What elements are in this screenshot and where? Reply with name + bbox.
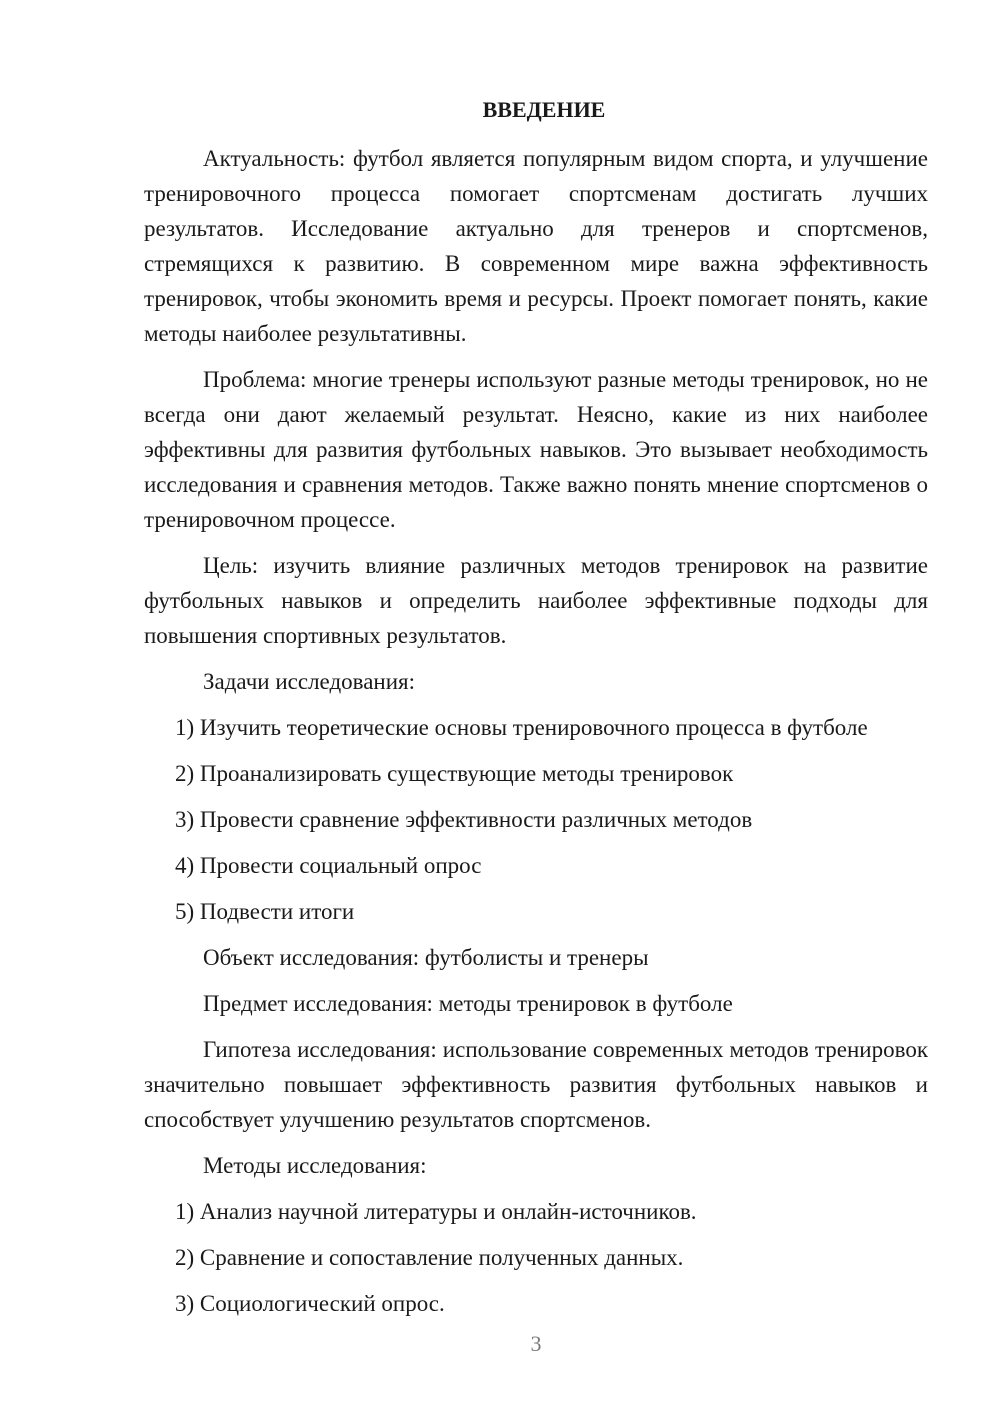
problem-paragraph: Проблема: многие тренеры используют разные методы тренировок, но не всегда они дают желаемый результат. Неясно, какие из них наиболее эффективны для развития футбольных навыков. Это вызывает необходимость исследования и сравнения методов. Также важно понять мнение спортсменов о тренировочном процессе. <box>144 367 928 532</box>
hypothesis-paragraph: Гипотеза исследования: использование современных методов тренировок значительно повышает эффективность развития футбольных навыков и способствует улучшению результатов спортсменов. <box>144 1037 928 1132</box>
relevance-paragraph: Актуальность: футбол является популярным видом спорта, и улучшение тренировочного процесса помогает спортсменам достигать лучших результатов. Исследование актуально для тренеров и спортсменов, стремящихся к развитию. В современном мире важна эффективность тренировок, чтобы экономить время и ресурсы. Проект помогает понять, какие методы наиболее результативны. <box>144 146 928 346</box>
methods-list <box>144 1194 928 1321</box>
research-object: Объект исследования: футболисты и тренеры <box>203 945 649 970</box>
list-item: 2) Проанализировать существующие методы тренировок <box>175 761 734 786</box>
methods-title: Методы исследования: <box>203 1153 427 1178</box>
page-title: ВВЕДЕНИЕ <box>482 97 606 122</box>
list-item: 4) Провести социальный опрос <box>175 853 482 878</box>
list-item: 3) Провести сравнение эффективности различных методов <box>175 807 753 832</box>
goal-paragraph: Цель: изучить влияние различных методов тренировок на развитие футбольных навыков и определить наиболее эффективные подходы для повышения спортивных результатов. <box>144 553 928 648</box>
page-body <box>144 94 928 1332</box>
tasks-list <box>144 710 928 929</box>
research-subject: Предмет исследования: методы тренировок в футболе <box>203 991 733 1016</box>
page-number: 3 <box>530 1331 542 1356</box>
list-item: 3) Социологический опрос. <box>175 1291 445 1316</box>
list-item: 1) Анализ научной литературы и онлайн-источников. <box>175 1199 697 1224</box>
tasks-title: Задачи исследования: <box>203 669 416 694</box>
list-item: 1) Изучить теоретические основы тренировочного процесса в футболе <box>175 715 868 740</box>
list-item: 2) Сравнение и сопоставление полученных данных. <box>175 1245 684 1270</box>
list-item: 5) Подвести итоги <box>175 899 355 924</box>
